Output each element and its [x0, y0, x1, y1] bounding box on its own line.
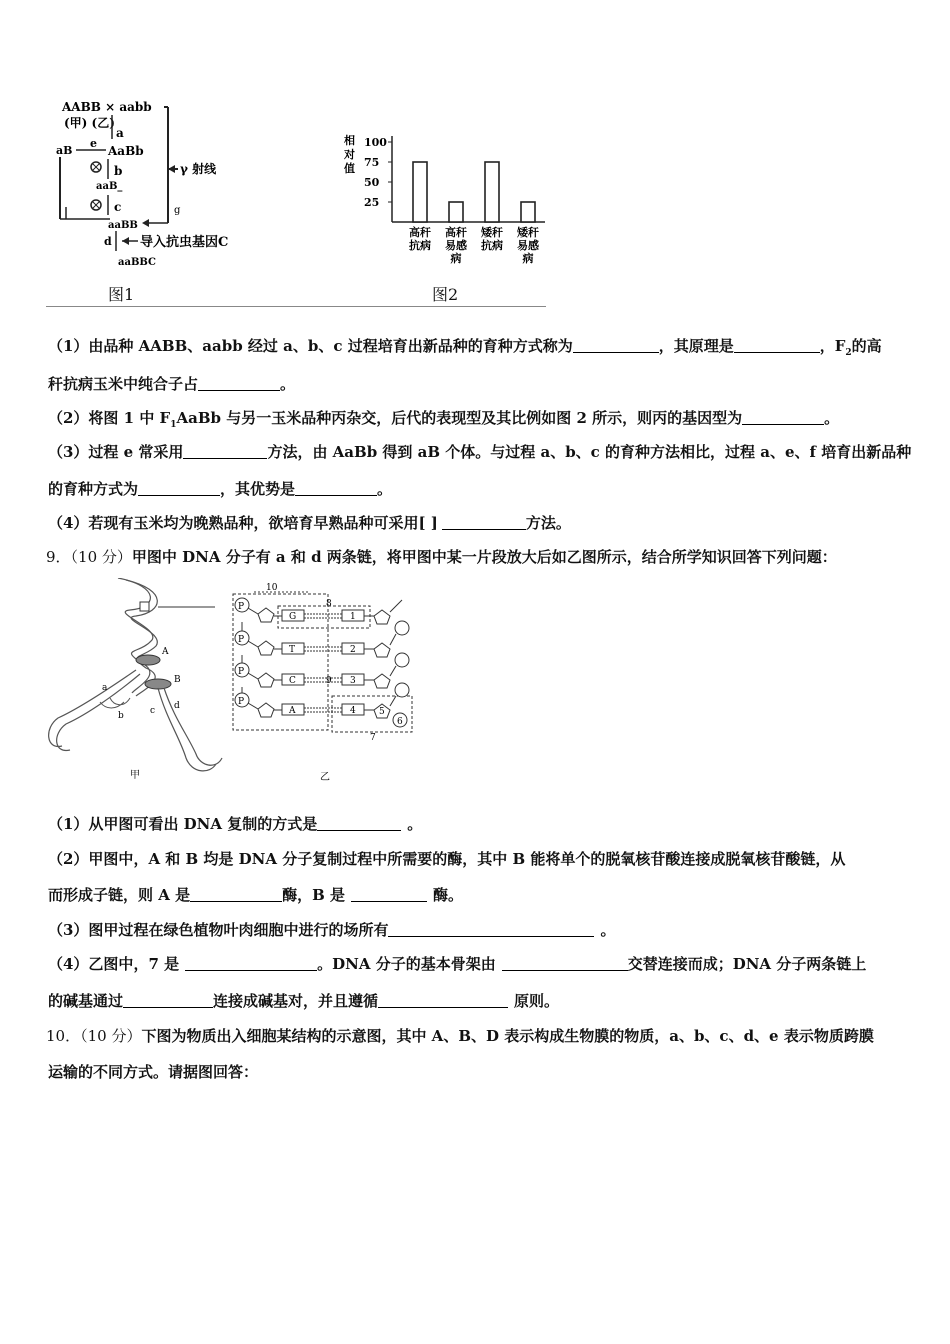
jia-label-a: a: [102, 683, 108, 693]
yi-label-10: 10: [266, 583, 278, 593]
yi-label-6: 6: [397, 717, 403, 727]
fig1-step-e: e: [90, 137, 97, 150]
fig1-cross: AABB × aabb: [62, 100, 152, 114]
q9-line-2: [48, 849, 845, 869]
figure-divider: [46, 306, 546, 307]
q9-p2b: 而形成子链，则 A 是: [48, 886, 191, 904]
q10-stem-text: 下图为物质出入细胞某结构的示意图，其中 A、B、D 表示构成生物膜的物质，a、b、c、d、e 表示物质跨膜: [141, 1027, 874, 1045]
q9-line-4: [48, 920, 615, 940]
q8-p3e: 。: [377, 480, 393, 498]
q8-p1a: （1）由品种 AABB、aabb 经过 a、b、c 过程培育出新品种的育种方式称为: [48, 337, 573, 355]
q9-score: （10 分）: [70, 548, 132, 566]
q8-p1-sub: 2: [845, 348, 852, 358]
q9-num: 9．: [46, 548, 71, 566]
fig1-caption: 图1: [108, 285, 135, 304]
yi-p-1: P: [238, 602, 245, 612]
q8-p3d: ，其优势是: [220, 480, 296, 498]
q8-line-2: [48, 374, 295, 394]
q9-stem: [46, 547, 837, 567]
q8-blank-6: [138, 481, 220, 496]
fig2-ylabel-3: 值: [344, 162, 355, 175]
q9-line-6: [48, 991, 559, 1011]
q10-stem: [46, 1026, 874, 1046]
fig1-g: g: [174, 205, 181, 216]
q8-line-5: [48, 479, 392, 499]
yi-label-9: 9: [326, 676, 332, 686]
q9-p4a: （4）乙图中，7 是: [48, 955, 180, 973]
q8-blank-8: [442, 515, 526, 530]
q8-p1c: ，F: [819, 337, 846, 355]
yi-base-right-2: 2: [350, 645, 356, 655]
yi-label-5: 5: [379, 707, 385, 717]
q10-stem2-text: 运输的不同方式。请据图回答：: [48, 1063, 259, 1081]
yi-base-right-3: 3: [350, 676, 356, 686]
figure-jia-replication: [40, 578, 230, 783]
q9-p2d: 酶。: [433, 886, 464, 904]
q9-p3a: （3）图甲过程在绿色植物叶肉细胞中进行的场所有: [48, 921, 389, 939]
yi-base-left-1: G: [289, 612, 297, 622]
q9-blank-5: [185, 956, 317, 971]
fig1-gamma: γ 射线: [180, 162, 217, 176]
q9-blank-7: [123, 993, 213, 1008]
q8-p1e: 秆抗病玉米中纯合子占: [48, 375, 199, 393]
q9-p1a: （1）从甲图可看出 DNA 复制的方式是: [48, 815, 318, 833]
q9-p4c: 交替连接而成；DNA 分子两条链上: [627, 955, 867, 973]
fig1-step-b: b: [114, 164, 123, 178]
q8-p2c: 。: [824, 409, 840, 427]
q8-line-6: [48, 513, 571, 533]
q9-p4f: 原则。: [514, 992, 560, 1010]
fig1-ab-left: aB: [56, 144, 73, 157]
q8-blank-1: [573, 338, 659, 353]
q8-blank-5: [183, 444, 267, 459]
fig2-bar: [521, 202, 535, 222]
fig1-import-c: 导入抗虫基因C: [140, 235, 229, 250]
q10-score: （10 分）: [80, 1027, 142, 1045]
yi-p-4: P: [238, 697, 245, 707]
jia-label-A: A: [162, 647, 169, 657]
fig2-category-label: 高秆抗病: [409, 226, 431, 252]
fig2-tick-label: 75: [364, 156, 380, 169]
q8-p4b: 方法。: [525, 514, 571, 532]
yi-p-3: P: [238, 667, 245, 677]
q9-blank-3: [351, 887, 427, 902]
q8-line-4: [48, 442, 911, 462]
jia-label-B: B: [174, 675, 181, 685]
figure-yi-dna-segment: [230, 580, 420, 785]
q8-line-1: [48, 336, 882, 363]
fig1-step-c: c: [114, 200, 122, 214]
q8-line-3: [48, 408, 839, 435]
q9-p4b: 。DNA 分子的基本骨架由: [317, 955, 496, 973]
fig2-bar: [413, 162, 427, 222]
q10-stem-2: [48, 1062, 258, 1082]
fig2-ylabel-1: 相: [344, 134, 355, 147]
fig2-ylabel-2: 对: [344, 148, 355, 161]
jia-label-b: b: [118, 711, 124, 721]
fig2-category-label: 矮秆易感病: [517, 226, 539, 265]
jia-caption: 甲: [130, 770, 140, 781]
q9-blank-6: [502, 956, 628, 971]
yi-caption: 乙: [320, 772, 330, 783]
fig1-step-d: d: [104, 235, 112, 248]
fig1-aabbc: aaBBC: [118, 257, 157, 268]
fig1-ab-mid: aaB_: [96, 181, 123, 192]
q9-blank-8: [378, 993, 508, 1008]
q9-p3b: 。: [600, 921, 616, 939]
q8-p1b: ，其原理是: [658, 337, 734, 355]
q8-p3c: 的育种方式为: [48, 480, 139, 498]
q8-p2a: （2）将图 1 中 F: [48, 409, 171, 427]
fig2-category-label: 高秆易感病: [445, 226, 467, 265]
fig2-tick-label: 50: [364, 176, 380, 189]
q8-p2b: AaBb 与另一玉米品种丙杂交，后代的表现型及其比例如图 2 所示，则丙的基因型为: [176, 409, 743, 427]
q8-blank-3: [198, 376, 280, 391]
yi-row-4: [235, 687, 407, 727]
q10-num: 10．: [46, 1027, 81, 1045]
q8-p3a: （3）过程 e 常采用: [48, 443, 184, 461]
fig1-f1: AaBb: [108, 144, 144, 158]
fig2-caption: 图2: [432, 285, 459, 304]
q9-line-5: [48, 954, 866, 974]
yi-label-8: 8: [326, 599, 332, 609]
yi-base-right-1: 1: [350, 612, 356, 622]
jia-label-c: c: [150, 706, 156, 716]
yi-base-left-3: C: [289, 676, 296, 686]
q8-p1d: 的高: [851, 337, 882, 355]
q8-p2-sub: 1: [170, 420, 177, 430]
yi-label-7: 7: [370, 733, 376, 743]
q8-blank-4: [742, 410, 824, 425]
q9-blank-1: [317, 816, 401, 831]
yi-base-left-4: A: [289, 706, 296, 716]
q8-p4a: （4）若现有玉米均为晚熟品种，欲培育早熟品种可采用[ ]: [48, 514, 438, 532]
yi-row-3: [235, 655, 409, 697]
fig2-tick-label: 25: [364, 196, 380, 209]
fig2-bar: [485, 162, 499, 222]
q9-blank-2: [190, 887, 282, 902]
figure-1: [50, 95, 290, 270]
q9-p1b: 。: [407, 815, 423, 833]
q8-blank-2: [734, 338, 820, 353]
q9-line-1: [48, 814, 422, 834]
yi-row-1: [235, 598, 409, 635]
yi-base-right-4: 4: [350, 706, 356, 716]
fig1-parents: (甲) (乙): [64, 116, 115, 130]
yi-base-left-2: T: [289, 645, 296, 655]
yi-row-2: [235, 622, 409, 667]
q8-blank-7: [295, 481, 377, 496]
q8-p3b: 方法，由 AaBb 得到 aB 个体。与过程 a、b、c 的育种方法相比，过程 a、e、f 培育出新品种: [267, 443, 912, 461]
fig1-aabb: aaBB: [108, 220, 138, 231]
q9-blank-4: [388, 922, 594, 937]
q9-p2c: 酶，B 是: [282, 886, 345, 904]
fig2-category-label: 矮秆抗病: [481, 226, 503, 252]
fig1-step-a: a: [116, 126, 124, 140]
q9-line-3: [48, 885, 463, 905]
q8-p1f: 。: [280, 375, 296, 393]
q9-p4e: 连接成碱基对，并且遵循: [213, 992, 379, 1010]
fig2-tick-label: 100: [364, 136, 387, 149]
yi-p-2: P: [238, 635, 245, 645]
fig2-bar: [449, 202, 463, 222]
q9-p4d: 的碱基通过: [48, 992, 124, 1010]
q9-stem-text: 甲图中 DNA 分子有 a 和 d 两条链，将甲图中某一片段放大后如乙图所示，结合所学知识回答下列问题：: [131, 548, 837, 566]
q9-p2a: （2）甲图中，A 和 B 均是 DNA 分子复制过程中所需要的酶，其中 B 能将单个的脱氧核苷酸连接成脱氧核苷酸链，从: [48, 850, 846, 868]
jia-label-d: d: [174, 701, 180, 711]
figure-2-chart: [340, 128, 560, 273]
